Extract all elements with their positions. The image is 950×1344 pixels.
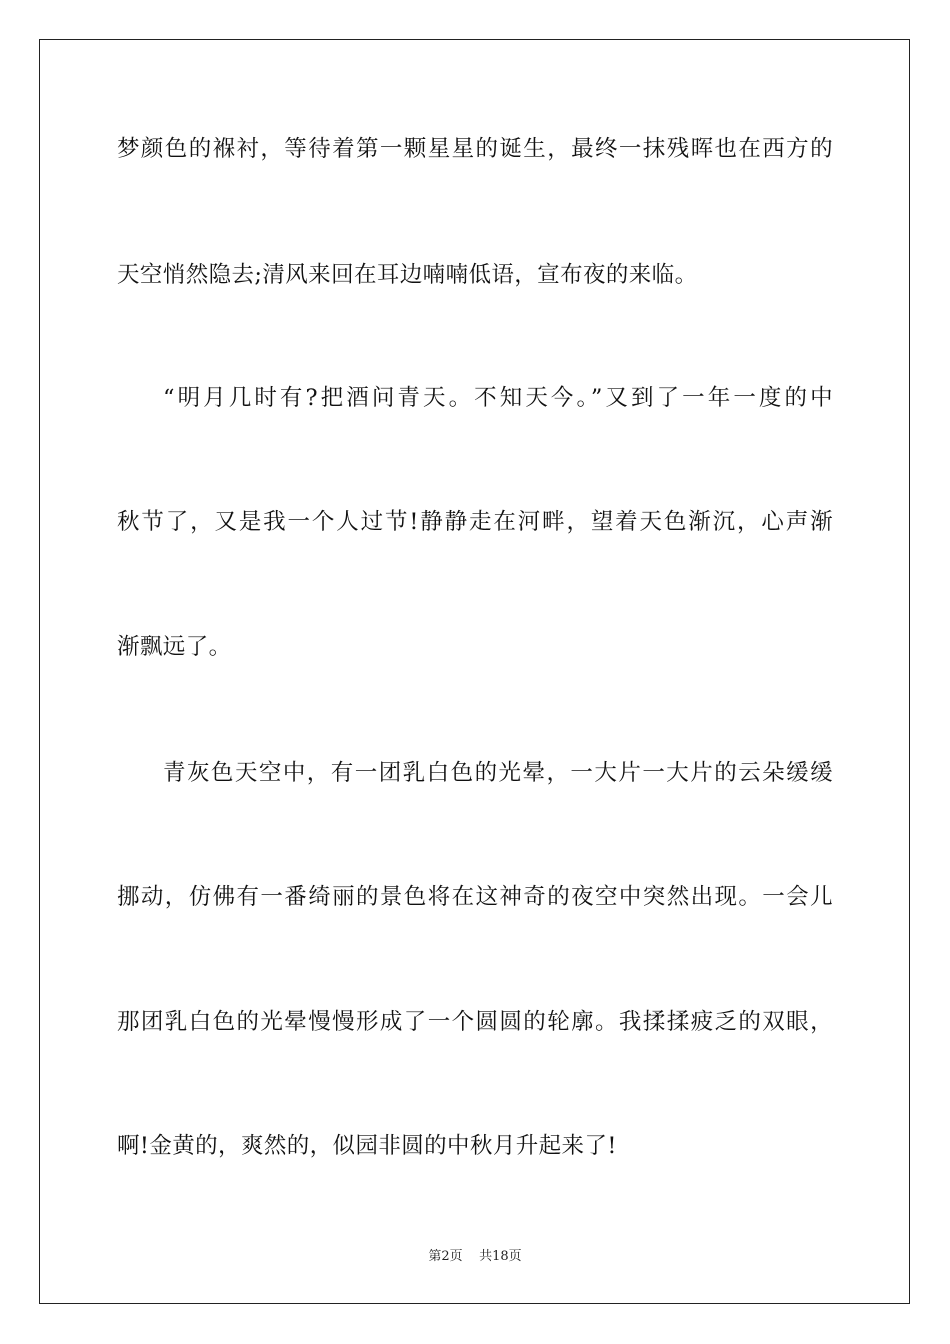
page-number: 第2页 [428,1249,463,1264]
text-line-3: “明月几时有?把酒问青天。不知天今。”又到了一年一度的中 [163,385,833,411]
text-line-5: 渐飘远了。 [117,634,232,660]
text-line-2: 天空悄然隐去;清风来回在耳边喃喃低语，宣布夜的来临。 [117,262,698,288]
total-pages: 共18页 [479,1249,522,1264]
text-line-9: 啊!金黄的，爽然的，似园非圆的中秋月升起来了! [117,1133,617,1159]
text-line-7: 挪动，仿佛有一番绮丽的景色将在这神奇的夜空中突然出现。一会儿 [117,884,833,910]
text-line-4: 秋节了，又是我一个人过节!静静走在河畔，望着天色渐沉，心声渐 [117,509,833,535]
text-line-8: 那团乳白色的光晕慢慢形成了一个圆圆的轮廓。我揉揉疲乏的双眼， [117,1009,833,1035]
page-border [39,39,910,1304]
page-footer [0,1248,950,1266]
text-line-1: 梦颜色的褓衬，等待着第一颗星星的诞生，最终一抹残晖也在西方的 [117,136,833,162]
text-line-6: 青灰色天空中，有一团乳白色的光晕，一大片一大片的云朵缓缓 [163,760,833,786]
